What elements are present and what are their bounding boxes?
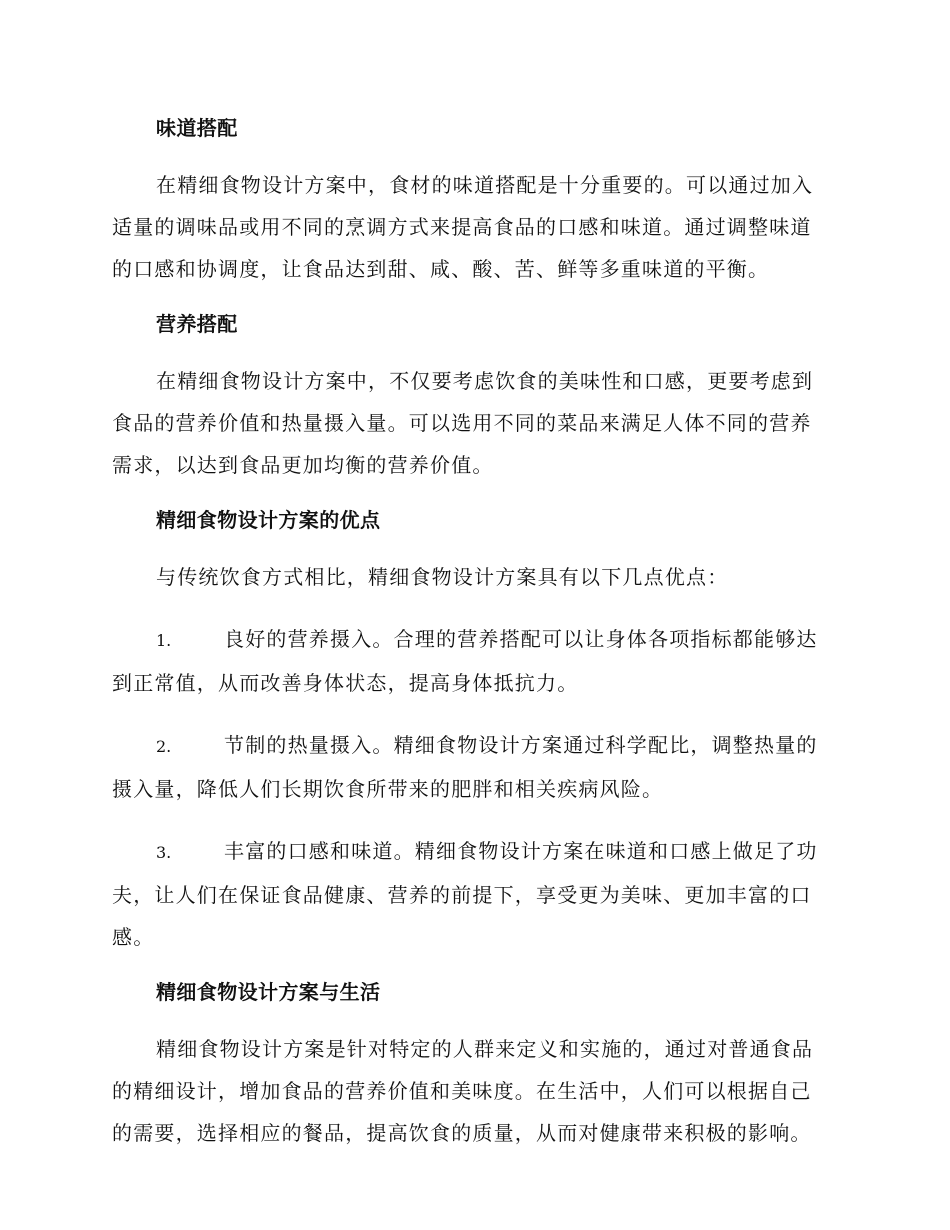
list-item (112, 724, 830, 810)
list-item-text: 良好的营养摄入。合理的营养搭配可以让身体各项指标都能够达到正常值，从而改善身体状态，提高身体抵抗力。 (112, 627, 818, 695)
section-heading-nutrition: 营养搭配 (156, 312, 238, 336)
list-item-number: 3. (156, 843, 172, 862)
list-item (112, 830, 830, 958)
list-item (112, 618, 830, 704)
section-heading-taste: 味道搭配 (156, 116, 238, 140)
paragraph-life: 精细食物设计方案是针对特定的人群来定义和实施的，通过对普通食品的精细设计，增加食品的营养价值和美味度。在生活中，人们可以根据自己的需要，选择相应的餐品，提高饮食的质量，从而对健康带来积极的影响。 (112, 1037, 814, 1145)
list-item-number: 2. (156, 737, 172, 756)
list-item-number: 1. (156, 631, 172, 650)
paragraph-nutrition: 在精细食物设计方案中，不仅要考虑饮食的美味性和口感，更要考虑到食品的营养价值和热量摄入量。可以选用不同的菜品来满足人体不同的营养需求，以达到食品更加均衡的营养价值。 (112, 369, 814, 477)
list-item-text: 丰富的口感和味道。精细食物设计方案在味道和口感上做足了功夫，让人们在保证食品健康、营养的前提下，享受更为美味、更加丰富的口感。 (112, 839, 818, 949)
section-heading-life: 精细食物设计方案与生活 (156, 980, 381, 1004)
section-heading-advantages: 精细食物设计方案的优点 (156, 508, 381, 532)
list-item-text: 节制的热量摄入。精细食物设计方案通过科学配比，调整热量的摄入量，降低人们长期饮食所带来的肥胖和相关疾病风险。 (112, 733, 818, 801)
paragraph-taste: 在精细食物设计方案中，食材的味道搭配是十分重要的。可以通过加入适量的调味品或用不同的烹调方式来提高食品的口感和味道。通过调整味道的口感和协调度，让食品达到甜、咸、酸、苦、鲜等多重味道的平衡。 (112, 173, 814, 281)
paragraph-advantages-intro: 与传统饮食方式相比，精细食物设计方案具有以下几点优点： (156, 565, 729, 589)
